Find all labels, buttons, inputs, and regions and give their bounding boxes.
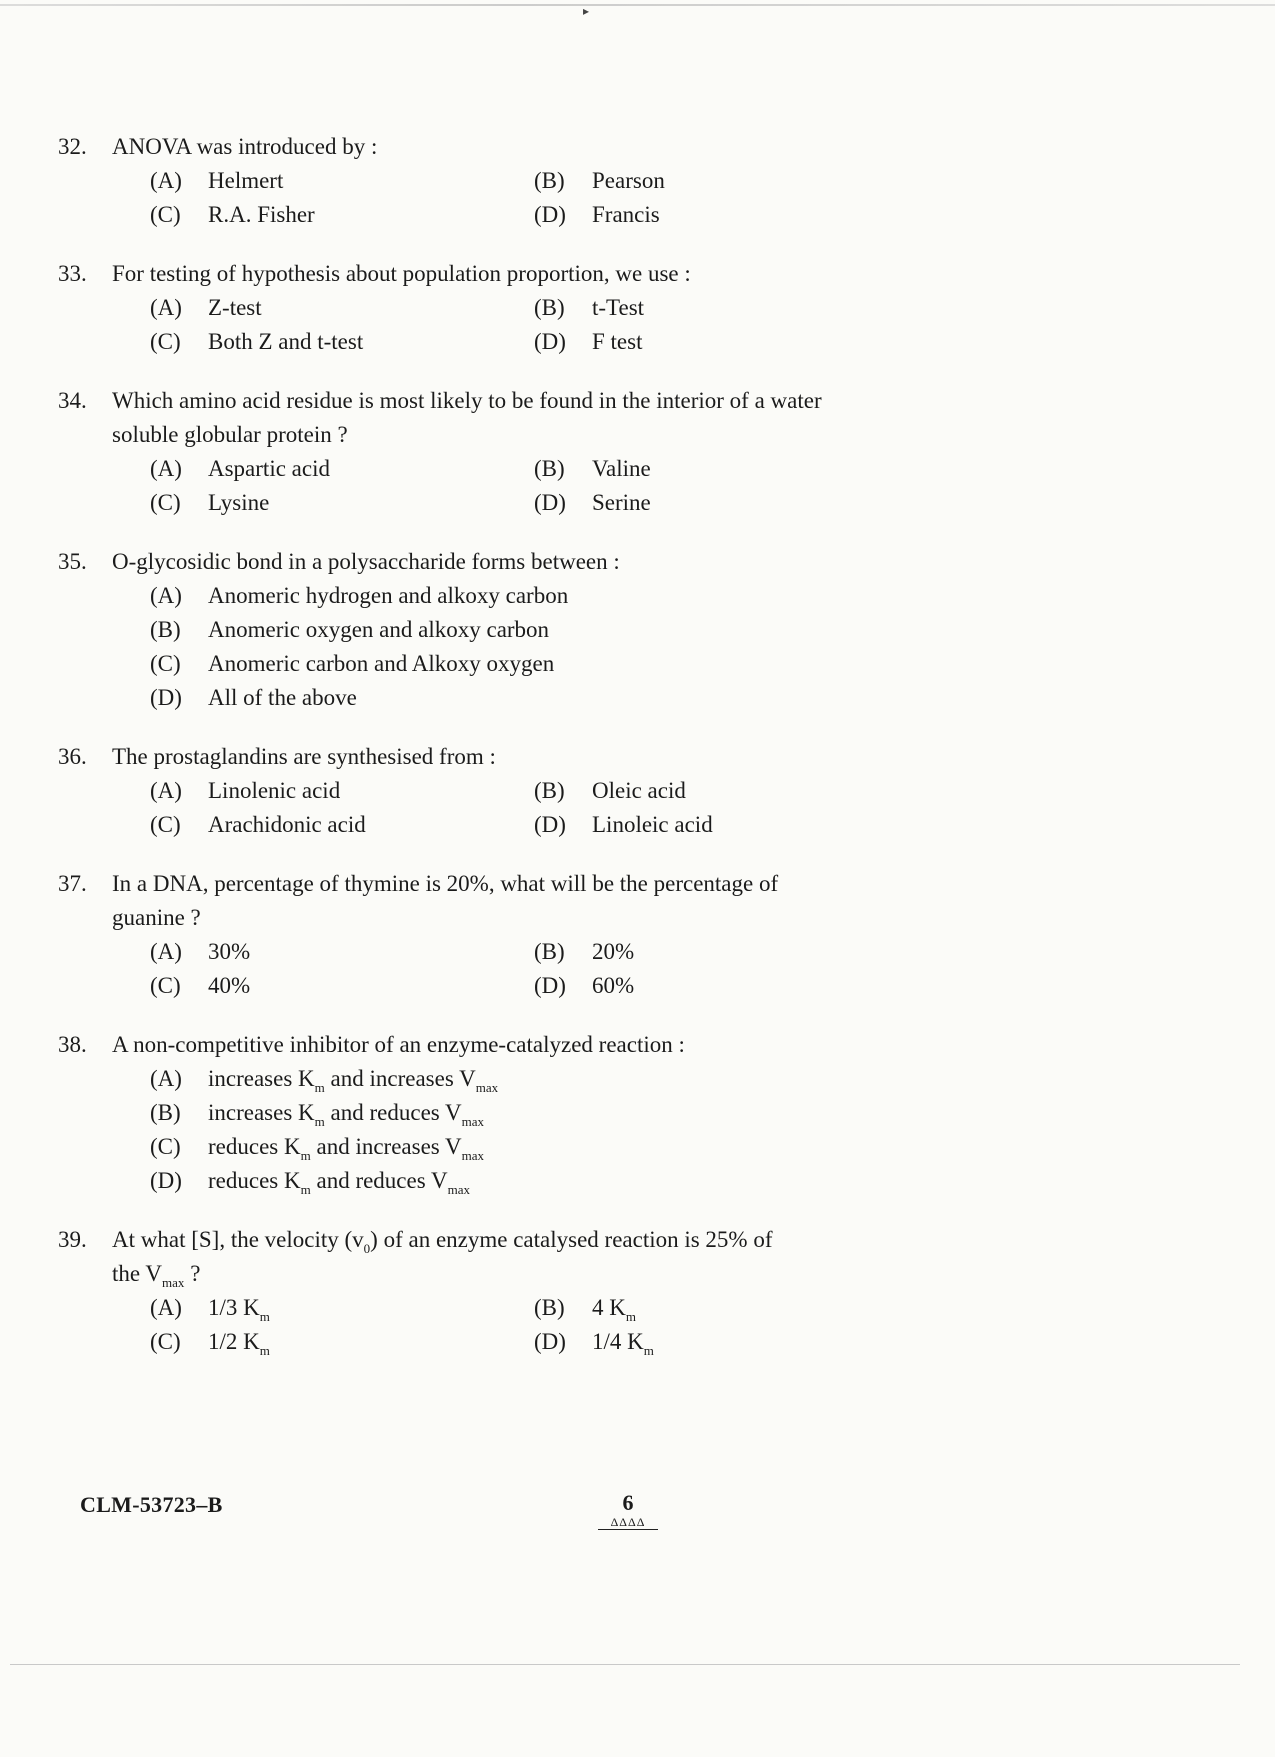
option-label: (A) <box>150 168 182 193</box>
option-text: Arachidonic acid <box>208 812 366 837</box>
question-text: A non-competitive inhibitor of an enzyme-catalyzed reaction : <box>112 1032 685 1057</box>
subscript: max <box>461 1148 485 1163</box>
question-text-part: ) of an enzyme catalysed reaction is 25% of <box>370 1227 773 1252</box>
option-label: (D) <box>534 1329 566 1354</box>
option-label: (B) <box>534 939 565 964</box>
option-text: 40% <box>208 973 251 998</box>
question-number: 33. <box>58 261 87 286</box>
options-list <box>150 579 918 715</box>
options-list <box>150 1062 918 1198</box>
subscript: m <box>259 1343 270 1358</box>
option-c <box>150 969 534 1003</box>
subscript: max <box>447 1182 471 1197</box>
question-36 <box>58 740 918 842</box>
option-label: (D) <box>534 973 566 998</box>
question-text-line-1: In a DNA, percentage of thymine is 20%, what will be the percentage of <box>112 871 779 896</box>
option-a <box>150 935 534 969</box>
option-text: Linoleic acid <box>592 812 713 837</box>
option-label: (B) <box>534 1295 565 1320</box>
subscript: m <box>300 1182 311 1197</box>
option-text <box>592 1325 918 1359</box>
option-a <box>150 452 534 486</box>
option-text-part: and increases V <box>324 1066 476 1091</box>
question-text: The prostaglandins are synthesised from : <box>112 744 496 769</box>
option-label: (A) <box>150 295 182 320</box>
subscript: m <box>314 1114 325 1129</box>
subscript: max <box>475 1080 499 1095</box>
option-label: (A) <box>150 1066 182 1091</box>
option-b <box>150 1096 750 1130</box>
question-text-part: the V <box>112 1261 163 1286</box>
option-text <box>208 1291 534 1325</box>
option-c <box>150 325 534 359</box>
option-label: (C) <box>150 202 181 227</box>
option-b <box>534 935 918 969</box>
option-text: Anomeric hydrogen and alkoxy carbon <box>208 583 569 608</box>
option-text-part: 1/3 K <box>208 1295 260 1320</box>
option-text: R.A. Fisher <box>208 202 315 227</box>
option-label: (D) <box>534 490 566 515</box>
question-text <box>112 867 918 935</box>
question-number: 35. <box>58 549 87 574</box>
question-39 <box>58 1223 918 1359</box>
option-label: (A) <box>150 583 182 608</box>
options-grid <box>150 935 918 1003</box>
option-text: 20% <box>592 939 635 964</box>
subscript: m <box>643 1343 654 1358</box>
option-label: (C) <box>150 973 181 998</box>
option-text: Lysine <box>208 490 270 515</box>
option-label: (A) <box>150 778 182 803</box>
options-grid <box>150 291 918 359</box>
question-text: For testing of hypothesis about population proportion, we use : <box>112 261 691 286</box>
option-text <box>208 1130 750 1164</box>
option-text-part: and reduces V <box>310 1168 448 1193</box>
option-d <box>534 1325 918 1359</box>
option-c <box>150 647 750 681</box>
option-b <box>534 1291 918 1325</box>
option-text-part: reduces K <box>208 1168 301 1193</box>
option-text-part: 4 K <box>592 1295 626 1320</box>
option-label: (B) <box>534 778 565 803</box>
page-symbols: ΔΔΔΔ <box>598 1515 658 1530</box>
option-text: Pearson <box>592 168 665 193</box>
option-label: (D) <box>150 1168 182 1193</box>
option-b <box>534 452 918 486</box>
top-scan-edge <box>0 4 1275 6</box>
option-text-part: and reduces V <box>324 1100 462 1125</box>
question-38 <box>58 1028 918 1198</box>
question-text-line-2: soluble globular protein ? <box>112 422 348 447</box>
option-label: (D) <box>534 329 566 354</box>
option-label: (B) <box>534 456 565 481</box>
option-label: (A) <box>150 456 182 481</box>
option-text: Helmert <box>208 168 284 193</box>
option-a <box>150 774 534 808</box>
options-grid <box>150 774 918 842</box>
option-text-part: 1/2 K <box>208 1329 260 1354</box>
option-b <box>534 774 918 808</box>
option-label: (C) <box>150 329 181 354</box>
subscript: m <box>300 1148 311 1163</box>
option-label: (B) <box>150 617 181 642</box>
question-text-line-1 <box>112 1223 918 1257</box>
option-label: (C) <box>150 1329 181 1354</box>
option-a <box>150 291 534 325</box>
question-32 <box>58 130 918 232</box>
option-c <box>150 1130 750 1164</box>
option-text <box>592 1291 918 1325</box>
option-text: Both Z and t-test <box>208 329 364 354</box>
question-number: 36. <box>58 744 87 769</box>
option-c <box>150 1325 534 1359</box>
option-c <box>150 198 534 232</box>
option-label: (C) <box>150 651 181 676</box>
option-text <box>208 1164 750 1198</box>
option-label: (D) <box>534 812 566 837</box>
question-number: 34. <box>58 388 87 413</box>
option-label: (B) <box>534 168 565 193</box>
question-text-line-1: Which amino acid residue is most likely to be found in the interior of a water <box>112 388 822 413</box>
option-text: Aspartic acid <box>208 456 330 481</box>
option-text: Valine <box>592 456 651 481</box>
question-number: 38. <box>58 1032 87 1057</box>
question-34 <box>58 384 918 520</box>
option-a <box>150 164 534 198</box>
option-d <box>534 808 918 842</box>
option-label: (D) <box>150 685 182 710</box>
question-text <box>112 1223 918 1291</box>
option-a <box>150 1291 534 1325</box>
question-text <box>112 384 918 452</box>
question-33 <box>58 257 918 359</box>
option-text-part: increases K <box>208 1100 315 1125</box>
option-text: Serine <box>592 490 651 515</box>
option-b <box>534 291 918 325</box>
option-b <box>150 613 750 647</box>
option-text: Linolenic acid <box>208 778 341 803</box>
option-text-part: increases K <box>208 1066 315 1091</box>
option-d <box>534 969 918 1003</box>
subscript: m <box>314 1080 325 1095</box>
option-text: Z-test <box>208 295 262 320</box>
option-label: (A) <box>150 939 182 964</box>
question-list <box>58 130 918 1384</box>
question-text-line-2 <box>112 1257 918 1291</box>
option-text: 60% <box>592 973 635 998</box>
bottom-scan-line <box>10 1664 1240 1665</box>
question-number: 32. <box>58 134 87 159</box>
page-number: 6 <box>622 1490 634 1515</box>
subscript: 0 <box>363 1241 371 1256</box>
option-label: (C) <box>150 812 181 837</box>
option-label: (B) <box>150 1100 181 1125</box>
option-text-part: and increases V <box>310 1134 462 1159</box>
question-number: 37. <box>58 871 87 896</box>
question-text: ANOVA was introduced by : <box>112 134 378 159</box>
option-text: Francis <box>592 202 660 227</box>
subscript: max <box>461 1114 485 1129</box>
option-label: (D) <box>534 202 566 227</box>
option-text: 30% <box>208 939 251 964</box>
option-d <box>150 1164 750 1198</box>
option-text <box>208 1325 534 1359</box>
option-d <box>534 198 918 232</box>
option-text: Anomeric carbon and Alkoxy oxygen <box>208 651 555 676</box>
subscript: m <box>625 1309 636 1324</box>
option-text <box>208 1096 750 1130</box>
options-grid <box>150 164 918 232</box>
option-text-part: 1/4 K <box>592 1329 644 1354</box>
option-c <box>150 486 534 520</box>
question-text-part: At what [S], the velocity (v <box>112 1227 364 1252</box>
option-d <box>534 325 918 359</box>
question-number: 39. <box>58 1227 87 1252</box>
option-text: F test <box>592 329 643 354</box>
options-grid <box>150 1291 918 1359</box>
option-d <box>150 681 750 715</box>
option-b <box>534 164 918 198</box>
option-label: (C) <box>150 490 181 515</box>
option-label: (A) <box>150 1295 182 1320</box>
top-mark: ▸ <box>583 4 590 18</box>
options-grid <box>150 452 918 520</box>
question-text-line-2: guanine ? <box>112 905 201 930</box>
option-text: All of the above <box>208 685 357 710</box>
subscript: max <box>162 1275 185 1290</box>
option-d <box>534 486 918 520</box>
option-text <box>208 1062 750 1096</box>
option-a <box>150 579 750 613</box>
option-text: Oleic acid <box>592 778 686 803</box>
question-text-part: ? <box>184 1261 201 1286</box>
option-text: t-Test <box>592 295 645 320</box>
subscript: m <box>259 1309 270 1324</box>
option-c <box>150 808 534 842</box>
question-37 <box>58 867 918 1003</box>
option-a <box>150 1062 750 1096</box>
option-text-part: reduces K <box>208 1134 301 1159</box>
option-text: Anomeric oxygen and alkoxy carbon <box>208 617 550 642</box>
option-label: (C) <box>150 1134 181 1159</box>
question-text: O-glycosidic bond in a polysaccharide forms between : <box>112 549 620 574</box>
question-35 <box>58 545 918 715</box>
booklet-code: CLM-53723–B <box>80 1492 223 1517</box>
option-label: (B) <box>534 295 565 320</box>
